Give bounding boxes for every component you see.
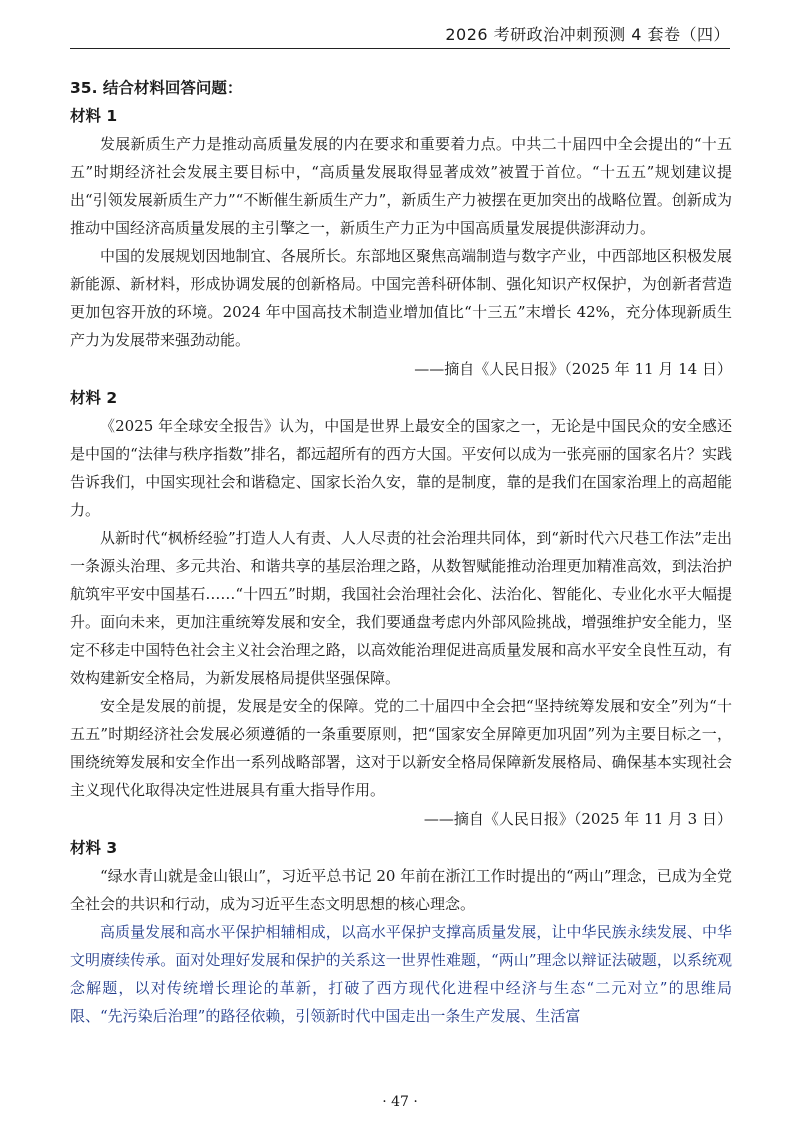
question-content bbox=[70, 74, 732, 1030]
header-title: 2026 考研政治冲刺预测 4 套卷（四） bbox=[445, 25, 730, 44]
material-2-paragraph-3: 安全是发展的前提，发展是安全的保障。党的二十届四中全会把“坚持统筹发展和安全”列为“十五五”时期经济社会发展必须遵循的一条重要原则，把“国家安全屏障更加巩固”列为主要目标之一，围绕统筹发展和安全作出一系列战略部署，这对于以新安全格局保障新发展格局、确保基本实现社会主义现代化取得决定性进展具有重大指导作用。 bbox=[70, 697, 732, 799]
material-1-source: ——摘自《人民日报》（2025 年 11 月 14 日） bbox=[414, 360, 732, 378]
material-2-label: 材料 2 bbox=[70, 389, 118, 407]
material-2-source: ——摘自《人民日报》（2025 年 11 月 3 日） bbox=[423, 810, 732, 828]
material-1-paragraph-1: 发展新质生产力是推动高质量发展的内在要求和重要着力点。中共二十届四中全会提出的“十五五”时期经济社会发展主要目标中，“高质量发展取得显著成效”被置于首位。“十五五”规划建议提出“引领发展新质生产力”“不断催生新质生产力”，新质生产力被摆在更加突出的战略位置。创新成为推动中国经济高质量发展的主引擎之一，新质生产力正为中国高质量发展提供澎湃动力。 bbox=[70, 135, 732, 237]
material-2-paragraph-1: 《2025 年全球安全报告》认为，中国是世界上最安全的国家之一，无论是中国民众的安全感还是中国的“法律与秩序指数”排名，都远超所有的西方大国。平安何以成为一张亮丽的国家名片？实践告诉我们，中国实现社会和谐稳定、国家长治久安，靠的是制度，靠的是我们在国家治理上的高超能力。 bbox=[70, 417, 732, 519]
material-3-paragraph-1: “绿水青山就是金山银山”，习近平总书记 20 年前在浙江工作时提出的“两山”理念，已成为全党全社会的共识和行动，成为习近平生态文明思想的核心理念。 bbox=[70, 867, 732, 913]
material-1-label: 材料 1 bbox=[70, 107, 118, 125]
question-title: 35. 结合材料回答问题： bbox=[70, 79, 243, 97]
material-3-label: 材料 3 bbox=[70, 839, 118, 857]
header-divider bbox=[70, 48, 730, 49]
material-1-paragraph-2: 中国的发展规划因地制宜、各展所长。东部地区聚焦高端制造与数字产业，中西部地区积极发展新能源、新材料，形成协调发展的创新格局。中国完善科研体制、强化知识产权保护，为创新者营造更加包容开放的环境。2024 年中国高技术制造业增加值比“十三五”末增长 42%，充分体现新质生产力为发展带来强劲动能。 bbox=[70, 247, 732, 349]
material-3-paragraph-2: 高质量发展和高水平保护相辅相成，以高水平保护支撑高质量发展，让中华民族永续发展、中华文明赓续传承。面对处理好发展和保护的关系这一世界性难题，“两山”理念以辩证法破题，以系统观念解题，以对传统增长理论的革新，打破了西方现代化进程中经济与生态“二元对立”的思维局限、“先污染后治理”的路径依赖，引领新时代中国走出一条生产发展、生活富 bbox=[70, 923, 732, 1025]
page-number: · 47 · bbox=[382, 1094, 418, 1110]
material-2-paragraph-2: 从新时代“枫桥经验”打造人人有责、人人尽责的社会治理共同体，到“新时代六尺巷工作法”走出一条源头治理、多元共治、和谐共享的基层治理之路，从数智赋能推动治理更加精准高效，到法治护航筑牢平安中国基石……“十四五”时期，我国社会治理社会化、法治化、智能化、专业化水平大幅提升。面向未来，更加注重统筹发展和安全，我们要通盘考虑内外部风险挑战，增强维护安全能力，坚定不移走中国特色社会主义社会治理之路，以高效能治理促进高质量发展和高水平安全良性互动，有效构建新安全格局，为新发展格局提供坚强保障。 bbox=[70, 529, 732, 687]
